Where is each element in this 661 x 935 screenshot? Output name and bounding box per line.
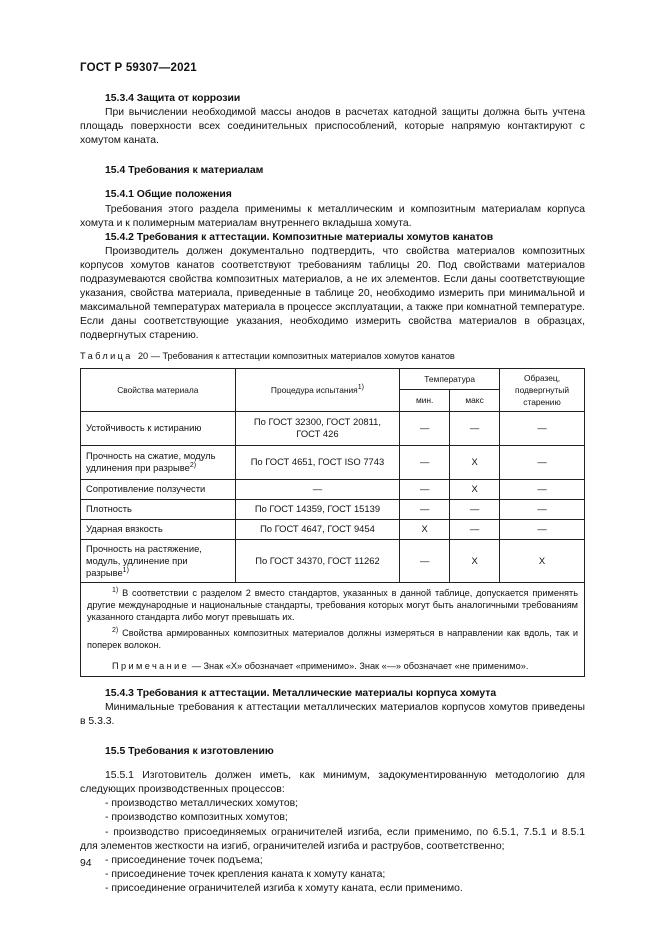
header-max: макс: [450, 390, 500, 412]
table-row: Устойчивость к истиранию По ГОСТ 32300, ГОСТ 20811, ГОСТ 426 — — —: [81, 411, 585, 445]
heading-15-4-1: 15.4.1 Общие положения: [105, 189, 232, 201]
list-item: - производство композитных хомутов;: [105, 812, 288, 824]
table-footnotes: [81, 582, 585, 676]
list-item: - производство присоединяемых ограничителей изгиба, если применимо, по 6.5.1, 7.5.1 и 8.5.1 для элементов жесткости на изгиб, ограничителей изгиба и раструбов, соответственно;: [80, 826, 585, 852]
table-row: Прочность на растяжение, модуль, удлинение при разрыве$^{1)}$ По ГОСТ 34370, ГОСТ 11262 — X X: [81, 539, 585, 582]
paragraph-15-4-1: Требования этого раздела применимы к металлическим и композитным материалам корпуса хомута и к полимерным материалам внутреннего вкладыша хомута.: [80, 203, 585, 229]
requirements-table: [80, 368, 585, 677]
table-note: Примечание — Знак «X» обозначает «применимо». Знак «—» обозначает «не применимо».: [112, 660, 529, 671]
table-caption-label: Таблица: [80, 350, 133, 361]
table-caption: [80, 349, 585, 363]
page-number: 94: [80, 858, 92, 869]
paragraph-15-4-2: Производитель должен документально подтвердить, что свойства материалов композитных корпусов хомутов канатов соответствуют требованиям таблицы 20. Под свойствами материалов подразумеваются свойства композитных материалов, а не их элементов. Если даны соответствующие указания, свойства материала, приведенные в таблице 20, необходимо измерить при минимальной и максимальной температурах материала в процессе эксплуатации, а также при комнатной температуре. Если даны соответствующие указания, необходимо измерить свойства материалов в образцах, подвергнутых старению.: [80, 245, 585, 342]
paragraph-15-3-4: При вычислении необходимой массы анодов в расчетах катодной защиты должна быть учтена площадь поверхности всех соединительных приспособлений, которые напрямую контактируют с хомутом каната.: [80, 107, 585, 147]
table-row: Сопротивление ползучести — — X —: [81, 479, 585, 499]
page-content: [80, 92, 585, 896]
heading-15-5: 15.5 Требования к изготовлению: [105, 746, 274, 758]
table-row: Ударная вязкость По ГОСТ 4647, ГОСТ 9454 X — —: [81, 519, 585, 539]
paragraph-15-5-1: 15.5.1 Изготовитель должен иметь, как минимум, задокументированную методологию для следующих производственных процессов:: [80, 770, 585, 796]
footnote-1: $^{1)}$ В соответствии с разделом 2 вместо стандартов, указанных в данной таблице, допускается применять другие международные и национальные стандарты, требования которых могут быть аналогичными требованиям указанного стандарта либо могут превышать их.: [87, 586, 578, 622]
list-item: - производство металлических хомутов;: [105, 798, 299, 810]
header-temperature: Температура: [400, 368, 500, 390]
table-row: Плотность По ГОСТ 14359, ГОСТ 15139 — — —: [81, 499, 585, 519]
list-item: - присоединение ограничителей изгиба к хомуту каната, если применимо.: [105, 882, 463, 894]
heading-15-3-4: 15.3.4 Защита от коррозии: [105, 93, 241, 104]
header-min: мин.: [400, 390, 450, 412]
heading-15-4-2: 15.4.2 Требования к аттестации. Композитные материалы хомутов канатов: [105, 231, 494, 243]
footnote-2: $^{2)}$ Свойства армированных композитных материалов должны измеряться в направлении как вдоль, так и поперек волокон.: [87, 627, 578, 651]
list-item: - присоединение точек подъема;: [105, 854, 263, 866]
heading-15-4: 15.4 Требования к материалам: [105, 165, 264, 177]
heading-15-4-3: 15.4.3 Требования к аттестации. Металлические материалы корпуса хомута: [105, 687, 497, 699]
document-id-header: ГОСТ Р 59307—2021: [80, 62, 197, 74]
header-property: Свойства материала: [81, 368, 236, 411]
header-procedure: Процедура испытания$^{1)}$: [235, 368, 400, 411]
table-caption-text: 20 — Требования к аттестации композитных материалов хомутов канатов: [137, 350, 455, 361]
header-aged-sample: Образец, подвергнутый старению: [500, 368, 585, 411]
table-row: Прочность на сжатие, модуль удлинения при разрыве$^{2)}$ По ГОСТ 4651, ГОСТ ISO 7743 — X —: [81, 445, 585, 479]
list-item: - присоединение точек крепления каната к хомуту каната;: [105, 868, 386, 880]
paragraph-15-4-3: Минимальные требования к аттестации металлических материалов корпусов хомутов приведены в 5.3.3.: [80, 701, 585, 727]
